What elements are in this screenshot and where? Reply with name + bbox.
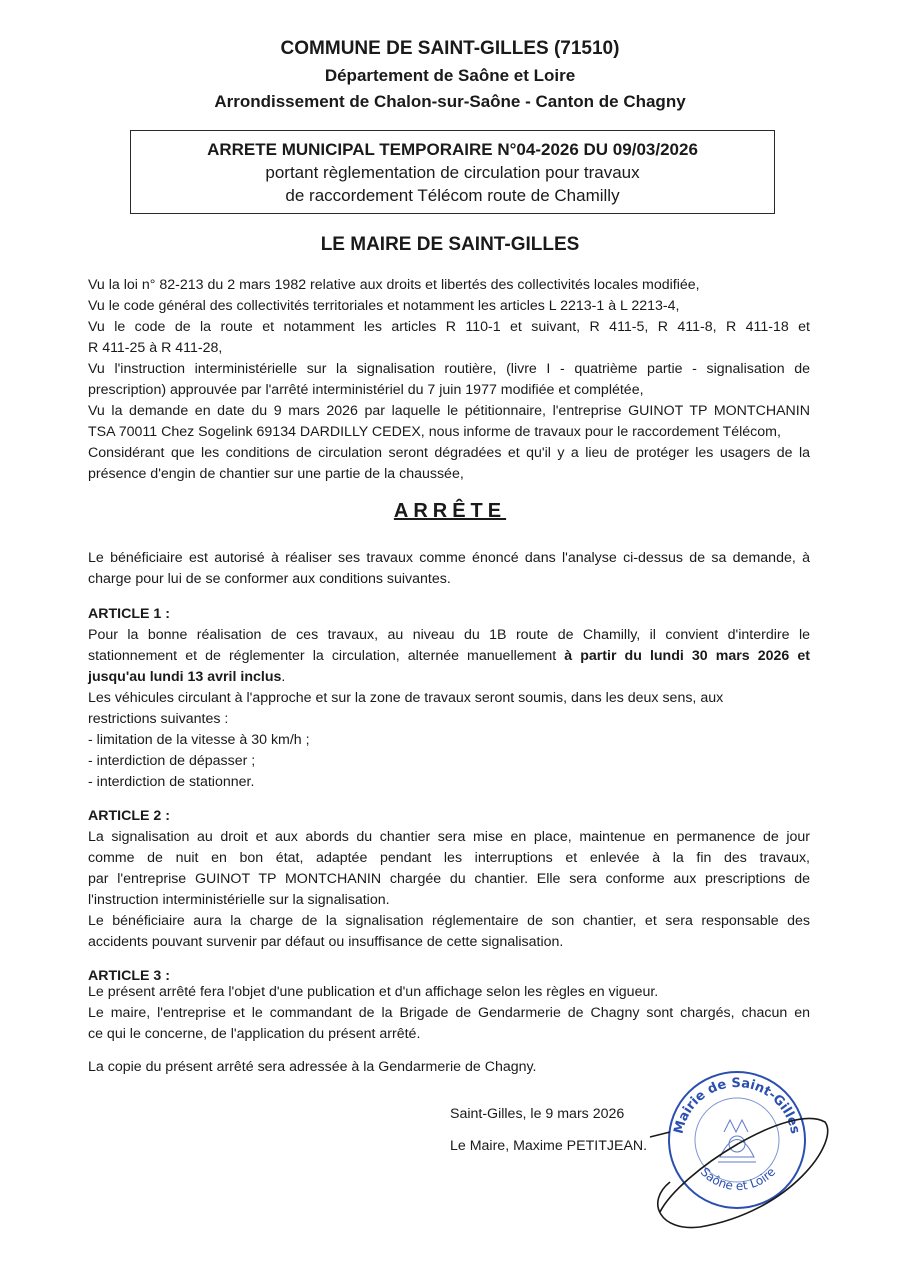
article1-title: ARTICLE 1 : [88, 606, 170, 622]
intro-line: charge pour lui de se conformer aux conditions suivantes. [88, 571, 451, 587]
article2-line: La signalisation au droit et aux abords du chantier sera mise en place, maintenue en permanence de jour [88, 829, 810, 845]
arrondissement-line: Arrondissement de Chalon-sur-Saône - Canton de Chagny [214, 92, 686, 111]
article2-line: Le bénéficiaire aura la charge de la signalisation réglementaire de son chantier, et sera responsable des [88, 913, 810, 929]
arrete-number: ARRETE MUNICIPAL TEMPORAIRE N°04-2026 DU 09/03/2026 [207, 140, 698, 159]
article1-line [88, 667, 285, 688]
restriction-item: - interdiction de stationner. [88, 774, 255, 790]
stamp-bottom-text: Saône et Loire [697, 1164, 779, 1194]
article3-line: Le présent arrêté fera l'objet d'une publication et d'un affichage selon les règles en vigueur. [88, 984, 659, 1000]
visa-line: présence d'engin de chantier sur une partie de la chaussée, [88, 466, 464, 482]
article1-date-start: à partir du lundi 30 mars 2026 et [564, 648, 810, 664]
article2-line: l'instruction interministérielle sur la signalisation. [88, 892, 390, 908]
commune-title: COMMUNE DE SAINT-GILLES (71510) [280, 38, 620, 59]
visa-line: Vu l'instruction interministérielle sur la signalisation routière, (livre I - quatrième partie - signalisation de [88, 361, 810, 377]
visa-line: R 411-25 à R 411-28, [88, 340, 223, 356]
visa-line: Vu le code de la route et notamment les articles R 110-1 et suivant, R 411-5, R 411-8, R 411-18 et [88, 319, 810, 335]
article1-line: Les véhicules circulant à l'approche et sur la zone de travaux seront soumis, dans les deux sens, aux [88, 690, 724, 706]
copie-line: La copie du présent arrêté sera adressée à la Gendarmerie de Chagny. [88, 1059, 537, 1075]
signature-place-date: Saint-Gilles, le 9 mars 2026 [450, 1106, 625, 1122]
article3-line: ce qui le concerne, de l'application du présent arrêté. [88, 1026, 421, 1042]
restriction-item: - limitation de la vitesse à 30 km/h ; [88, 732, 310, 748]
stamp-top-text: Mairie de Saint-Gilles [671, 1075, 803, 1136]
article2-line: par l'entreprise GUINOT TP MONTCHANIN chargée du chantier. Elle sera conforme aux prescriptions de [88, 871, 810, 887]
visa-line: prescription) approuvée par l'arrêté interministériel du 7 juin 1977 modifiée et complétée, [88, 382, 644, 398]
arrete-reference-box [130, 130, 775, 214]
signature-signer: Le Maire, Maxime PETITJEAN. [450, 1138, 648, 1154]
article2-title: ARTICLE 2 : [88, 808, 170, 824]
mairie-stamp [640, 1062, 830, 1232]
article1-period: . [281, 669, 286, 685]
visa-line: Vu la loi n° 82-213 du 2 mars 1982 relative aux droits et libertés des collectivités locales modifiée, [88, 277, 700, 293]
visa-line: Vu le code général des collectivités territoriales et notamment les articles L 2213-1 à L 2213-4, [88, 298, 680, 314]
article3-line: Le maire, l'entreprise et le commandant de la Brigade de Gendarmerie de Chagny sont chargés, chacun en [88, 1005, 810, 1021]
departement-line: Département de Saône et Loire [324, 66, 576, 85]
arrete-subject-line2: de raccordement Télécom route de Chamilly [285, 186, 620, 205]
article1-text: stationnement et de réglementer la circulation, alternée manuellement [88, 648, 565, 664]
visa-line: Vu la demande en date du 9 mars 2026 par laquelle le pétitionnaire, l'entreprise GUINOT TP MONTCHANIN [88, 403, 810, 419]
article1-line [88, 646, 810, 667]
restriction-item: - interdiction de dépasser ; [88, 753, 256, 769]
article2-line: comme de nuit en bon état, adaptée pendant les interruptions et enlevée à la fin des travaux, [88, 850, 810, 866]
article2-line: accidents pouvant survenir par défaut ou insuffisance de cette signalisation. [88, 934, 564, 950]
article3-title: ARTICLE 3 : [88, 968, 170, 984]
stamp-emblem-icon [718, 1120, 756, 1162]
visa-line: Considérant que les conditions de circulation seront dégradées et qu'il y a lieu de protéger les usagers de la [88, 445, 810, 461]
visa-line: TSA 70011 Chez Sogelink 69134 DARDILLY CEDEX, nous informe de travaux pour le raccordement Télécom, [88, 424, 781, 440]
article1-line: Pour la bonne réalisation de ces travaux, au niveau du 1B route de Chamilly, il convient d'interdire le [88, 627, 810, 643]
intro-line: Le bénéficiaire est autorisé à réaliser ses travaux comme énoncé dans l'analyse ci-dessus de sa demande, à [88, 550, 810, 566]
article1-line: restrictions suivantes : [88, 711, 229, 727]
maire-heading: LE MAIRE DE SAINT-GILLES [320, 234, 580, 255]
article1-date-end: jusqu'au lundi 13 avril inclus [88, 669, 282, 685]
arrete-heading: ARRÊTE [393, 500, 507, 522]
arrete-subject-line1: portant règlementation de circulation pour travaux [265, 163, 640, 182]
